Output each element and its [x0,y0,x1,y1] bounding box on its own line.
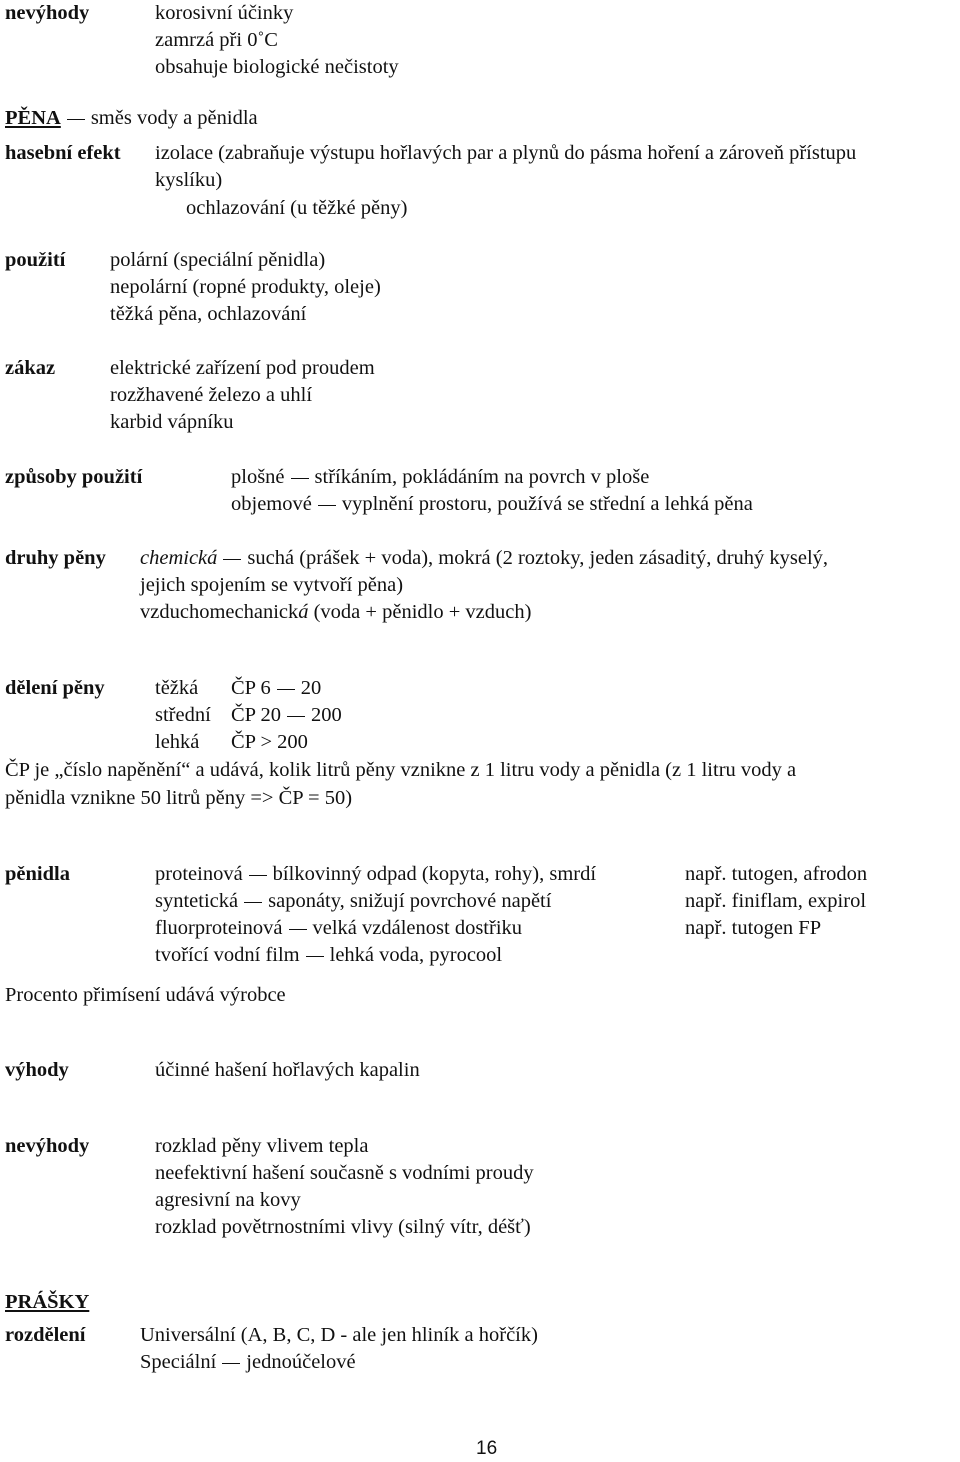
chemicka-label: chemická [140,547,218,569]
dash [249,875,267,876]
vzdu-part: á [298,601,309,623]
vyhody-item: účinné hašení hořlavých kapalin [155,1059,420,1081]
nevyhody2-label: nevýhody [5,1135,90,1157]
penidla-desc: bílkovinný odpad (kopyta, rohy), smrdí [272,863,597,885]
penidla-row [155,942,502,968]
hasebni-label: hasební efekt [5,142,121,164]
pouziti-item: polární (speciální pěnidla) [110,249,326,271]
penidla-row [155,861,596,887]
cp-note: ČP je „číslo napěnění“ a udává, kolik litrů pěny vznikne z 1 litru vody a pěnidla (z 1 litru vody a [5,759,797,781]
cp-range: 20 [300,677,322,699]
prasky-title: PRÁŠKY [5,1291,90,1313]
zakaz-label: zákaz [5,357,56,379]
dash [291,478,309,479]
penidla-label-text: pěnidla [5,863,70,885]
prasky-item-special [140,1349,356,1375]
penidla-row [155,915,522,941]
cp-range: 200 [310,704,342,726]
cp-value: ČP 20 [231,704,281,726]
chemicka-desc-2: jejich spojením se vytvoří pěna) [140,574,404,596]
hasebni-line: izolace (zabraňuje výstupu hořlavých par a plynů do pásma hoření a zároveň přístupu [155,142,857,164]
dash [318,505,336,506]
vzdu-part: vzduchomechanick [140,601,299,623]
vzdu-part: (voda + pěnidlo + vzduch) [308,601,532,623]
dash [306,956,324,957]
deleni-label: dělení pěny [5,677,105,699]
penidla-type: tvořící vodní film [155,944,300,966]
pouziti-item: nepolární (ropné produkty, oleje) [110,276,381,298]
zpusoby-desc: vyplnění prostoru, používá se střední a lehká pěna [341,493,753,515]
rozdeleni-label: rozdělení [5,1324,86,1346]
penidla-type: syntetická [155,890,239,912]
dash [289,929,307,930]
nevyhody-label: nevýhody [5,2,90,24]
zakaz-item: elektrické zařízení pod proudem [110,357,375,379]
pena-heading [5,105,258,131]
zpusoby-type: objemové [231,493,312,515]
pena-title: PĚNA [5,107,61,129]
penidla-type: fluorproteinová [155,917,283,939]
druhy-chemicka [140,545,828,571]
zpusoby-type: plošné [231,466,285,488]
nevyhody2-item: neefektivní hašení současně s vodními proudy [155,1162,534,1184]
zpusoby-desc: stříkáním, pokládáním na povrch v ploše [314,466,650,488]
deleni-cp: ČP > 200 [231,731,308,753]
nevyhody2-item: rozklad pěny vlivem tepla [155,1135,369,1157]
nevyhody-item: korosivní účinky [155,2,294,24]
dash [222,1363,240,1364]
penidla-example: např. tutogen, afrodon [685,863,868,885]
zakaz-item: karbid vápníku [110,411,234,433]
pouziti-label: použití [5,249,66,271]
penidla-type: proteinová [155,863,243,885]
cp-value: ČP 6 [231,677,271,699]
penidla-example: např. tutogen FP [685,917,822,939]
deleni-name: střední [155,704,211,726]
hasebni-line: kyslíku) [155,169,223,191]
cp-note: pěnidla vznikne 50 litrů pěny => ČP = 50) [5,787,353,809]
spec-label: Speciální [140,1351,217,1373]
penidla-desc: saponáty, snižují povrchové napětí [268,890,552,912]
zakaz-item: rozžhavené železo a uhlí [110,384,313,406]
pouziti-item: těžká pěna, ochlazování [110,303,307,325]
nevyhody2-item: agresivní na kovy [155,1189,301,1211]
deleni-name: lehká [155,731,200,753]
hasebni-line: ochlazování (u těžké pěny) [186,197,408,219]
dash [67,119,85,120]
zpusoby-row [231,491,753,517]
prasky-item: Universální (A, B, C, D - ale jen hliník a hořčík) [140,1324,538,1346]
zpusoby-row [231,464,649,490]
procento-note: Procento přimísení udává výrobce [5,984,286,1006]
penidla-row [155,888,551,914]
pena-definition: směs vody a pěnidla [90,107,258,129]
spec-desc: jednoúčelové [246,1351,356,1373]
penidla-desc: velká vzdálenost dostřiku [312,917,523,939]
penidla-example: např. finiflam, expirol [685,890,867,912]
page-number: 16 [476,1438,498,1459]
deleni-cp [231,702,342,728]
dash [277,689,295,690]
deleni-name: těžká [155,677,199,699]
chemicka-desc: suchá (prášek + voda), mokrá (2 roztoky, jeden zásaditý, druhý kyselý, [247,547,829,569]
nevyhody-item: zamrzá při 0˚C [155,29,278,51]
zpusoby-label: způsoby použití [5,466,143,488]
penidla-label [5,861,70,887]
penidla-desc: lehká voda, pyrocool [329,944,503,966]
druhy-vzduchomechanicka [140,599,531,625]
dash [287,716,305,717]
druhy-label: druhy pěny [5,547,106,569]
dash [244,902,262,903]
dash [223,559,241,560]
nevyhody2-item: rozklad povětrnostními vlivy (silný vítr, déšť) [155,1216,531,1238]
nevyhody-item: obsahuje biologické nečistoty [155,56,399,78]
deleni-cp [231,675,321,701]
vyhody-label: výhody [5,1059,69,1081]
